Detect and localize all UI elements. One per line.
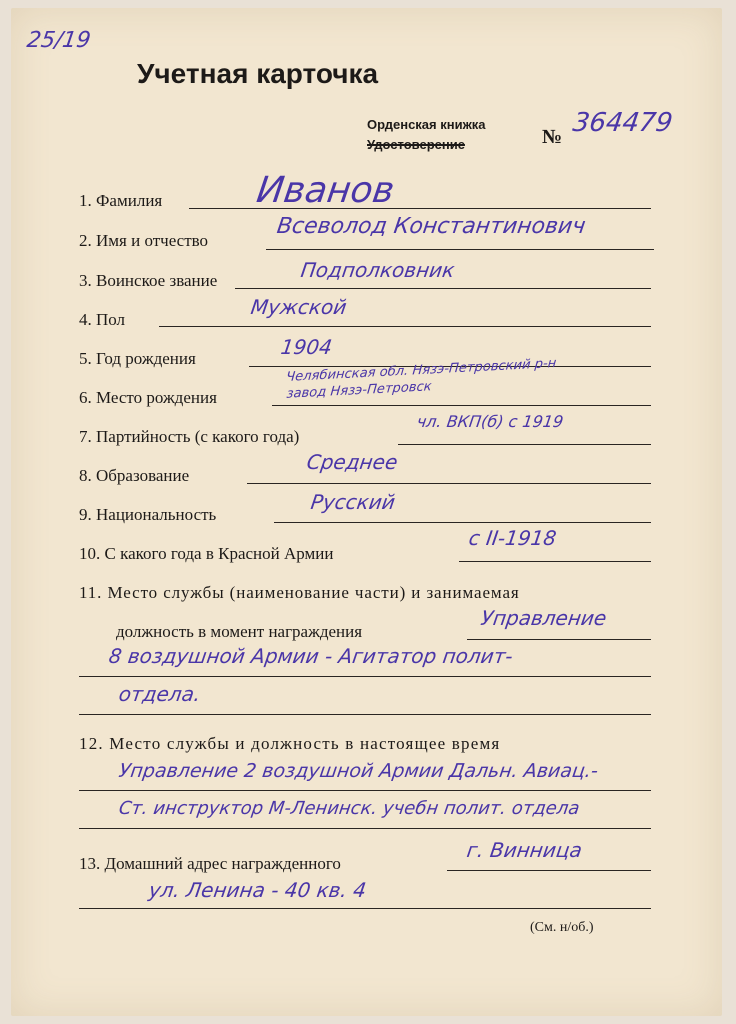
field-army-since-value: с II-1918 [467,526,558,550]
field-home-address-value-1: г. Винница [465,838,584,862]
field-service-award-value-3: отдела. [117,682,203,706]
field-home-address-label: 13. Домашний адрес награжденного [79,854,341,873]
field-nationality-value: Русский [309,490,397,514]
field-service-award-value-1: Управление [479,606,609,630]
field-party-value: чл. ВКП(б) с 1919 [415,412,565,431]
card-title: Учетная карточка [137,58,379,89]
field-name-label: 2. Имя и отчество [79,231,209,250]
field-nationality-label: 9. Национальность [79,505,217,524]
footer-note: (См. н/об.) [530,920,594,935]
field-birthplace-value-1: Челябинская обл. Нязэ-Петровский р-н [285,355,557,386]
field-home-address-value-2: ул. Ленина - 40 кв. 4 [147,878,368,902]
doc-type-certificate: Удостоверение [367,137,465,152]
doc-number-value: 364479 [570,108,675,138]
field-education-value: Среднее [305,450,400,474]
field-current-service-value-2: Ст. инструктор М-Ленинск. учебн полит. отдела [117,798,581,819]
field-education-label: 8. Образование [79,466,190,485]
doc-type-order-book: Орденская книжка [367,117,486,132]
field-current-service-label: 12. Место службы и должность в настоящее время [79,734,501,753]
field-sex-label: 4. Пол [79,310,126,329]
field-service-award-label-2: должность в момент награждения [116,622,363,641]
field-surname-label: 1. Фамилия [79,191,163,210]
field-rank-value: Подполковник [299,258,457,282]
field-name-value: Всеволод Константинович [275,214,588,239]
field-service-award-label-1: 11. Место службы (наименование части) и занимаемая [79,583,520,602]
field-birthplace-label: 6. Место рождения [79,388,217,407]
field-surname-value: Иванов [254,170,397,211]
field-party-label: 7. Партийность (с какого года) [79,427,300,446]
field-rank-label: 3. Воинское звание [79,271,218,290]
doc-number-label: № [542,126,563,148]
field-sex-value: Мужской [249,295,349,319]
corner-note: 25/19 [25,28,93,53]
field-service-award-value-2: 8 воздушной Армии - Агитатор полит- [107,644,515,668]
field-army-since-label: 10. С какого года в Красной Армии [79,544,334,563]
field-birthplace-value-2: завод Нязэ-Петровск [285,379,433,402]
field-current-service-value-1: Управление 2 воздушной Армии Дальн. Авиац.- [117,760,600,782]
registration-card [11,8,722,1016]
field-birth-year-value: 1904 [279,335,334,359]
field-birth-year-label: 5. Год рождения [79,349,196,368]
